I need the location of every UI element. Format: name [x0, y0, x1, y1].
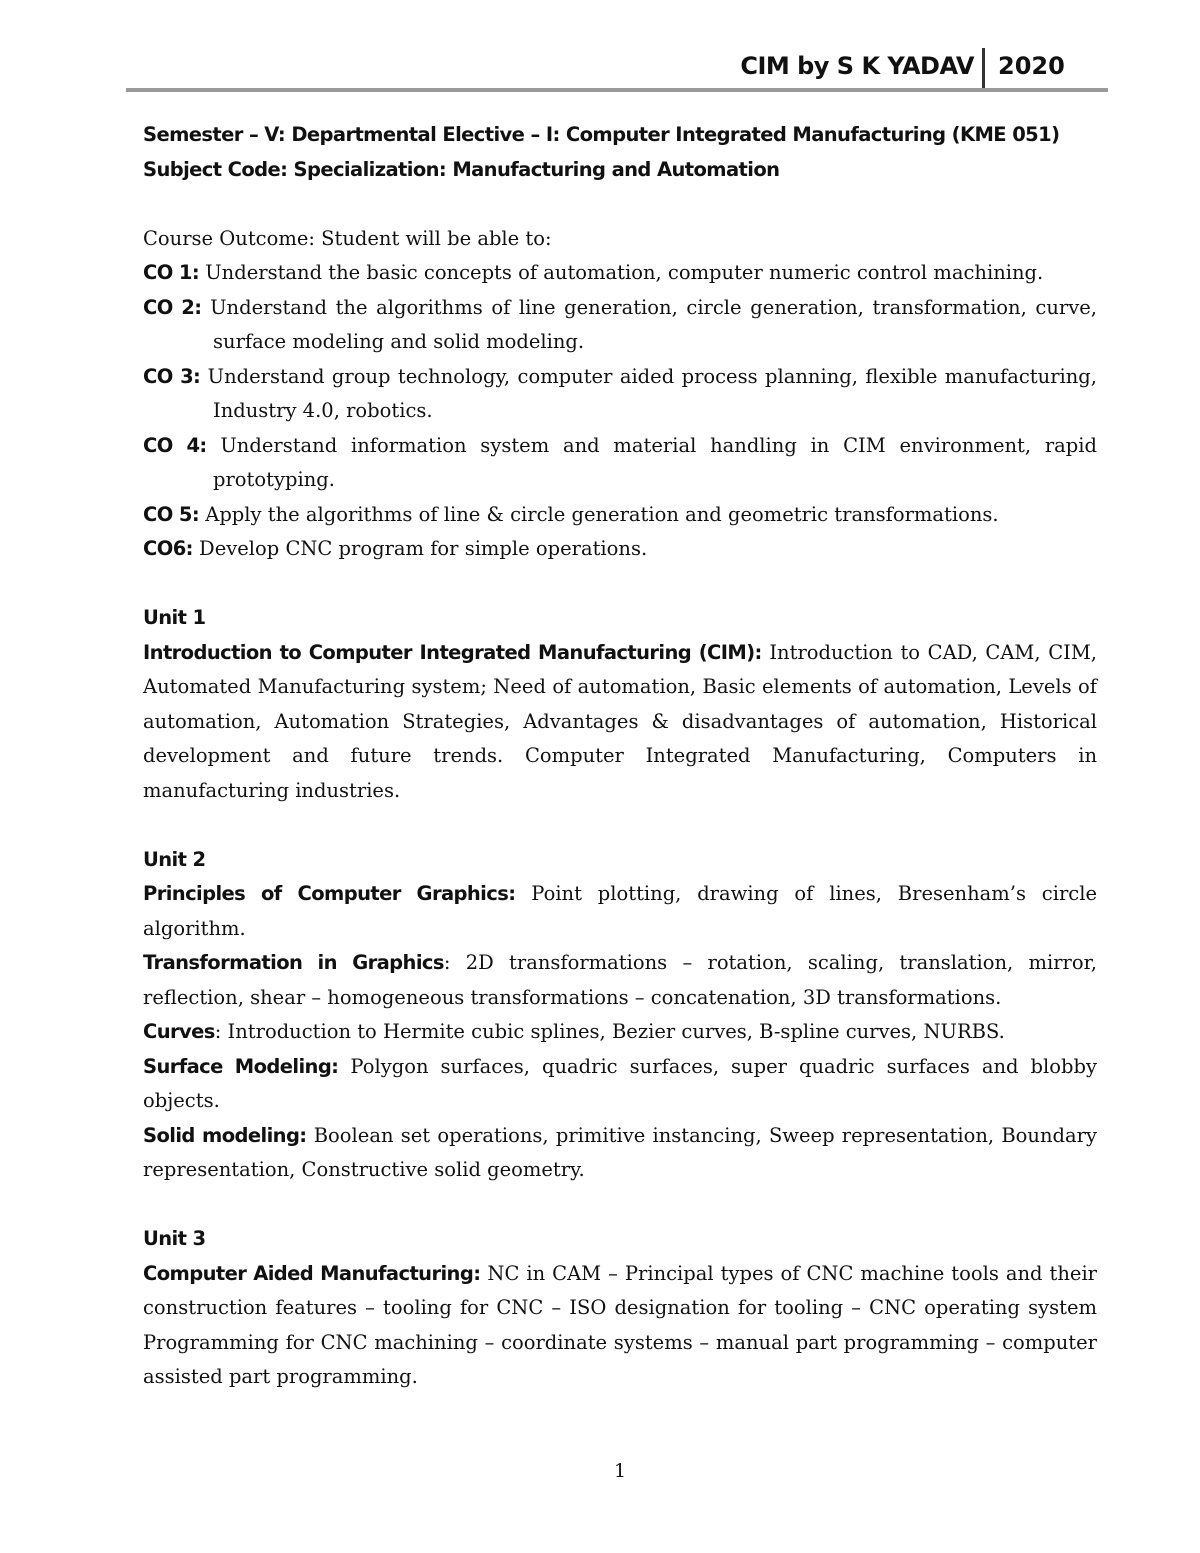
topic-text: Point plotting, drawing of lines, Bresenham’s circle algorithm. [143, 882, 1097, 940]
course-outcome-item [143, 256, 1097, 291]
unit-paragraph [143, 946, 1097, 1015]
co-text: Apply the algorithms of line & circle generation and geometric transformations. [199, 502, 999, 526]
unit-paragraph [143, 1015, 1097, 1050]
course-heading: Semester – V: Departmental Elective – I: Computer Integrated Manufacturing (KME 051) [143, 123, 1060, 146]
co-text: Understand information system and material handling in CIM environment, rapid prototyping. [206, 433, 1097, 491]
course-outcome-item [143, 360, 1097, 429]
co-label: CO 4: [143, 433, 207, 457]
topic-label: Introduction to Computer Integrated Manufacturing (CIM): [143, 640, 762, 664]
topic-text: Boolean set operations, primitive instancing, Sweep representation, Boundary representation, Constructive solid geometry. [143, 1123, 1097, 1181]
topic-label: Surface Modeling: [143, 1054, 339, 1078]
topic-text: Polygon surfaces, quadric surfaces, super quadric surfaces and blobby objects. [143, 1054, 1097, 1112]
unit-paragraph [143, 1257, 1097, 1395]
header-separator [982, 48, 985, 88]
topic-text: : Introduction to Hermite cubic splines, Bezier curves, B-spline curves, NURBS. [214, 1020, 1005, 1043]
spacer [143, 187, 1097, 222]
header-rule [126, 88, 1108, 92]
page-number: 1 [613, 1460, 627, 1482]
topic-text: NC in CAM – Principal types of CNC machine tools and their construction features – tooling for CNC – ISO designation for tooling – CNC operating system Programming for CNC machining – coordinate systems – manual part programming – computer assisted part programming. [143, 1261, 1097, 1388]
co-label: CO6: [143, 537, 193, 560]
spacer [143, 808, 1097, 843]
co-text: Understand group technology, computer aided process planning, flexible manufacturing, Industry 4.0, robotics. [200, 364, 1097, 422]
subject-code-heading: Subject Code: Specialization: Manufacturing and Automation [143, 157, 780, 181]
topic-text: Introduction to CAD, CAM, CIM, Automated Manufacturing system; Need of automation, Basic elements of automation, Levels of automation, Automation Strategies, Advantages & disadvantages of automation, Historical development and future trends. Computer Integrated Manufacturing, Computers in manufacturing industries. [143, 640, 1097, 802]
document-body [143, 118, 1097, 1395]
header-year: 2020 [998, 52, 1065, 80]
course-outcome-item [143, 291, 1097, 360]
course-outcome-item [143, 532, 1097, 567]
unit-title: Unit 2 [143, 847, 206, 871]
unit-paragraph [143, 1050, 1097, 1119]
unit-title: Unit 3 [143, 1227, 206, 1250]
topic-label: Transformation in Graphics [143, 951, 444, 974]
unit-paragraph [143, 1119, 1097, 1188]
topic-text: : 2D transformations – rotation, scaling, translation, mirror, reflection, shear – homogeneous transformations – concatenation, 3D transformations. [143, 951, 1097, 1009]
co-text: Understand the algorithms of line generation, circle generation, transformation, curve, surface modeling and solid modeling. [201, 295, 1097, 353]
topic-label: Principles of Computer Graphics: [143, 882, 516, 905]
course-outcome-item [143, 429, 1097, 498]
unit-paragraph [143, 877, 1097, 946]
topic-label: Computer Aided Manufacturing: [143, 1261, 481, 1285]
course-outcome-item [143, 498, 1097, 533]
co-label: CO 1: [143, 261, 200, 284]
co-label: CO 3: [143, 364, 201, 388]
co-text: Understand the basic concepts of automation, computer numeric control machining. [199, 261, 1044, 284]
topic-label: Solid modeling: [143, 1123, 307, 1147]
unit-title: Unit 1 [143, 606, 206, 629]
page-header [0, 48, 1200, 88]
topic-label: Curves [143, 1020, 215, 1043]
header-title: CIM by S K YADAV [740, 52, 974, 80]
unit-paragraph [143, 636, 1097, 809]
co-label: CO 5: [143, 502, 200, 526]
co-text: Develop CNC program for simple operations. [192, 537, 648, 560]
spacer [143, 567, 1097, 602]
course-outcome-intro: Course Outcome: Student will be able to: [143, 226, 552, 250]
spacer [143, 1188, 1097, 1223]
co-label: CO 2: [143, 295, 202, 319]
